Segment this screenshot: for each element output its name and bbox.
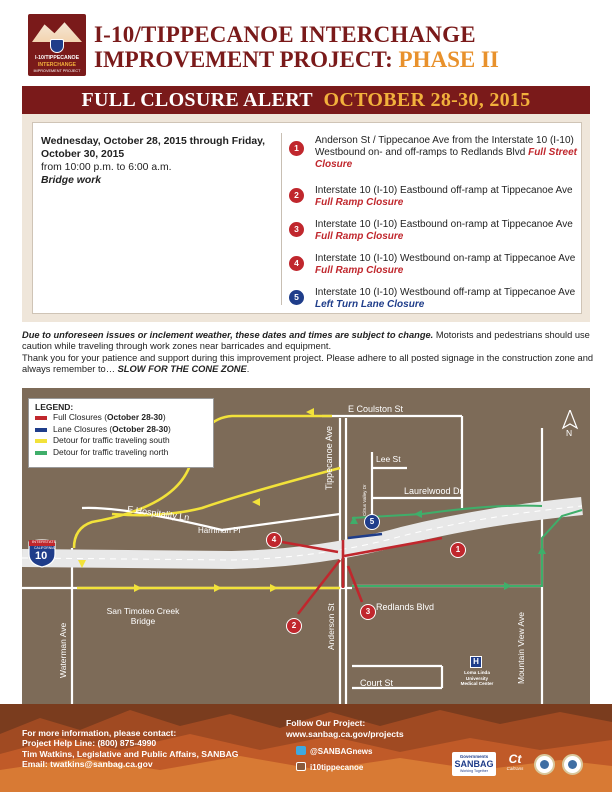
closure-number: 4 xyxy=(289,256,304,271)
street-label-laurelwood: Laurelwood Dr xyxy=(404,486,463,496)
closure-type: Full Ramp Closure xyxy=(315,265,404,276)
caution-text: Motorists and pedestrians should use caution while traveling through work zones near barricades and equipment. xyxy=(22,330,590,352)
i10-freeway xyxy=(22,506,582,560)
legend-dates: October 28-30 xyxy=(106,412,163,422)
street-label-lee: Lee St xyxy=(376,454,401,464)
closure-alert-banner xyxy=(22,86,590,114)
street-label-harriman: Harriman Pl xyxy=(198,526,241,535)
street-label-tippecanoe: Tippecanoe Ave xyxy=(324,425,334,490)
logo-line2: INTERCHANGE xyxy=(37,62,77,68)
city-seal-icon xyxy=(534,754,555,775)
legend-label: Full Closures ( xyxy=(53,412,107,422)
bridge-label-line2: Bridge xyxy=(130,616,156,626)
slogan-text: SLOW FOR THE CONE ZONE xyxy=(117,364,247,375)
contact-email[interactable]: Email: twatkins@sanbag.ca.gov xyxy=(22,759,153,770)
caltrans-logo xyxy=(502,752,528,776)
instagram-icon xyxy=(296,762,306,771)
closure-pin-2: 2 xyxy=(286,618,302,634)
project-logo xyxy=(28,14,86,76)
closure-type: Full Ramp Closure xyxy=(315,197,404,208)
twitter-handle[interactable] xyxy=(296,746,372,756)
bridge-label xyxy=(98,606,188,626)
twitter-label: @SANBAGnews xyxy=(310,747,373,756)
interstate-number: 10 xyxy=(35,550,48,562)
safety-notice xyxy=(22,330,594,376)
detour-map xyxy=(22,388,590,704)
follow-title: Follow Our Project: xyxy=(286,718,366,728)
subtitle-text: IMPROVEMENT PROJECT: xyxy=(94,47,393,72)
closure-description: Interstate 10 (I-10) Westbound off-ramp at Tippecanoe Ave xyxy=(315,287,576,298)
legend-end: ) xyxy=(167,423,171,434)
sanbag-name: SANBAG xyxy=(454,759,494,769)
phase-label: PHASE II xyxy=(398,47,499,72)
closure-text xyxy=(315,185,577,209)
bridge-label-line1: San Timoteo Creek xyxy=(106,606,180,616)
legend-row xyxy=(35,447,207,459)
project-helpline: Project Help Line: (800) 875-4990 xyxy=(22,738,157,749)
logo-line1: I-10/TIPPECANOE xyxy=(34,55,80,61)
closure-text xyxy=(315,219,577,243)
instagram-label: i10tippecanoe xyxy=(310,763,364,772)
county-seal-icon xyxy=(562,754,583,775)
banner-dates: OCTOBER 28-30, 2015 xyxy=(323,89,531,111)
follow-project xyxy=(286,718,486,739)
closure-description: Interstate 10 (I-10) Eastbound on-ramp at Tippecanoe Ave xyxy=(315,219,573,230)
closure-pin-5: 5 xyxy=(364,514,380,530)
closure-description: Interstate 10 (I-10) Eastbound off-ramp at Tippecanoe Ave xyxy=(315,185,573,196)
closure-type: Full Street Closure xyxy=(315,147,577,170)
closure-description: Anderson St / Tippecanoe Ave from the Interstate 10 (I-10) Westbound on- and off-ramps to Redlands Blvd xyxy=(315,135,574,158)
warning-text: Due to unforeseen issues or inclement weather, these dates and times are subject to change. xyxy=(22,330,434,340)
twitter-icon xyxy=(296,746,306,755)
arrow-south-icon xyxy=(134,584,142,592)
legend-row xyxy=(35,435,207,447)
street-label-citrus-valley: Citrus Valley Dr xyxy=(362,484,367,516)
schedule-time: from 10:00 p.m. to 6:00 a.m. xyxy=(41,162,172,173)
logo-line3: IMPROVEMENT PROJECT xyxy=(33,69,81,73)
project-website-link[interactable]: www.sanbag.ca.gov/projects xyxy=(286,728,404,739)
closure-text xyxy=(315,135,577,171)
arrow-north-icon xyxy=(538,546,546,554)
closure-number: 2 xyxy=(289,188,304,203)
closure-pin-1: 1 xyxy=(450,542,466,558)
closure-text xyxy=(315,287,577,311)
legend-swatch xyxy=(35,428,47,432)
thanks-text: Thank you for your patience and support during this improvement project. Please adhere to all posted signage in the construction zone and always remember to… xyxy=(22,352,594,375)
street-label-hospitality: E Hospitality Ln xyxy=(126,504,190,523)
hospital-label-line2: Medical Center xyxy=(460,681,494,686)
sanbag-logo xyxy=(452,752,496,776)
instagram-handle[interactable] xyxy=(296,762,363,772)
footer xyxy=(0,704,612,792)
street-label-mountain-view: Mountain View Ave xyxy=(516,612,526,684)
closure-3-line xyxy=(348,566,362,602)
schedule-work: Bridge work xyxy=(41,175,102,186)
closure-type: Full Ramp Closure xyxy=(315,231,404,242)
contact-info xyxy=(22,728,282,770)
interstate-10-shield-icon xyxy=(28,538,56,568)
banner-label: FULL CLOSURE ALERT xyxy=(81,89,313,111)
closure-number: 1 xyxy=(289,141,304,156)
contact-title: For more information, please contact: xyxy=(22,728,177,738)
interstate-shield-icon xyxy=(50,39,64,53)
closure-info-card xyxy=(32,122,582,314)
divider xyxy=(281,133,282,305)
street-label-court: Court St xyxy=(360,678,394,688)
street-label-waterman: Waterman Ave xyxy=(58,622,68,678)
arrow-north-icon xyxy=(504,582,512,590)
interstate-state-label: CALIFORNIA xyxy=(34,546,55,550)
legend-label: Lane Closures ( xyxy=(53,423,113,434)
legend-end: ) xyxy=(162,412,166,422)
closure-pin-4: 4 xyxy=(266,532,282,548)
banner-text xyxy=(22,89,590,112)
closure-pin-3: 3 xyxy=(360,604,376,620)
north-label: N xyxy=(566,428,573,438)
hospital-label xyxy=(454,670,500,687)
sanbag-top: Governments xyxy=(459,754,489,759)
notice-period: . xyxy=(246,364,250,375)
interstate-top-label: INTERSTATE xyxy=(32,539,57,544)
hospital-label-line1: Loma Linda University xyxy=(464,670,490,681)
map-legend xyxy=(28,398,214,468)
schedule-dates: Wednesday, October 28, 2015 through Friday, October 30, 2015 xyxy=(41,136,266,160)
schedule xyxy=(41,135,277,187)
street-label-coulston: E Coulston St xyxy=(348,404,404,414)
sanbag-tag: Working Together xyxy=(459,769,489,773)
closure-type: Left Turn Lane Closure xyxy=(315,299,425,310)
caltrans-name: Caltrans xyxy=(506,766,524,771)
closure-text xyxy=(315,253,577,277)
closure-number: 5 xyxy=(289,290,304,305)
north-arrow-icon xyxy=(560,410,580,440)
page-subtitle xyxy=(94,47,499,73)
legend-label: Detour for traffic traveling south xyxy=(53,435,170,445)
arrow-south-icon xyxy=(214,584,222,592)
header xyxy=(0,0,612,86)
closure-number: 3 xyxy=(289,222,304,237)
caltrans-mark: Ct xyxy=(508,752,522,766)
legend-dates: October 28-30 xyxy=(112,423,168,434)
legend-swatch xyxy=(35,416,47,420)
arrow-south-icon xyxy=(270,584,278,592)
legend-label: Detour for traffic traveling north xyxy=(53,446,169,457)
closure-description: Interstate 10 (I-10) Westbound on-ramp at Tippecanoe Ave xyxy=(315,253,576,264)
legend-row xyxy=(35,424,207,436)
legend-title: LEGEND: xyxy=(35,402,74,412)
legend-row xyxy=(35,412,207,424)
legend-swatch xyxy=(35,439,47,443)
contact-person: Tim Watkins, Legislative and Public Affairs, SANBAG xyxy=(22,748,239,759)
page-title: I-10/TIPPECANOE INTERCHANGE xyxy=(94,22,476,47)
street-label-redlands: Redlands Blvd xyxy=(376,602,435,612)
hospital-icon: H xyxy=(470,656,482,668)
arrow-south-icon xyxy=(252,498,260,506)
legend-swatch xyxy=(35,451,47,455)
arrow-north-icon xyxy=(414,510,422,518)
street-label-anderson: Anderson St xyxy=(326,603,336,650)
